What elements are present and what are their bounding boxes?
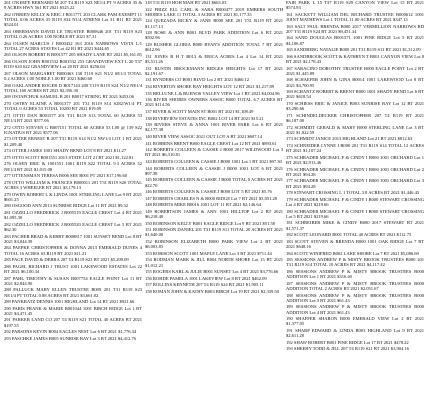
listing-entry: 269 OSTAPCHUK SAMUEL B 201 B0017 STRING RT 2021 $453.06 <box>4 94 134 100</box>
listing-entry: 150 ROBINSON KELLY B001 EAGLE RIDGE Lot 9 BT 2021 $51.58 <box>145 220 275 226</box>
listing-entry: 292 PARSONS KEVIN B004 EAGLES NEST Lot 6 BT 2021 $1,776.34 <box>4 329 137 335</box>
listing-entry: 273 OTTER ERNEST R 207 T31 R119 S14 N1/2 NW1/4 LOT 1 BT 2021 $1,209.40 <box>4 136 142 147</box>
listing-entry: 138 RIVERVIEW ESTATES INC B002 LOT 14 BT 2021 $15.21 <box>145 115 264 121</box>
listing-entry: 156 ROHDE PAMELA 1001 LAKEVIEW Lot 8 BT 2021 $462.09 <box>145 275 267 281</box>
listing-entry: 142 ROBERTS COLLEEN & CASSIE J B000 2017 WILDWOOD Lot 3 BT 2021 $6,310.81 <box>145 147 283 158</box>
listing-entry: 161 SACKETT WILLIAM DEL RICHARD TRUSTEE B000612 1001 JOINT MATHEWS Lot 1 TOTAL 11.00 ACRES BT 2021 $347.15 <box>286 11 424 22</box>
listing-entry: 179 SCHRADER MICHAEL F & CINDY I B000 STEWART CROSSING Lot 4 BT 2021 $219.66 <box>286 196 424 207</box>
listing-entry: 129 RUSHER GLORIA B000 RYAN'S ADDITION TOTAL 7 BT 2021 $612.96 <box>145 41 283 53</box>
listing-entry: 171 SCHINDELDECKER CHRISTOPHER 207 T4 R119 BT 2021 $6,187.00 <box>286 112 424 123</box>
listing-entry: 270 OSTRY ELAINE A B001377 201 T31 R119 S14 S282/W1/4 PT TOTAL 0 ACRES 53 TOTAL 10200 BT 2021 $19.09 <box>4 100 142 112</box>
listing-entry: 190 SHAFFER SHARON B000 EMERALD VIEW Lot 2 BT 2021 $1,377.05 <box>286 316 424 327</box>
listing-entry: 181 SCHREIBER MIKE & CINDY B000 2017 STEWART BT 2021 $1,571.37 <box>286 220 424 231</box>
listing-entry: 182 SCOTT LEONARD B001 TOTAL 40 ACRES BT 2021 $112.75 <box>286 232 412 238</box>
listing-entry: 167 SARACINO DOROTHY TRUSTEE B000 EAGLE POINT Lot 2 BT 2021 $1,445.89 <box>286 65 424 76</box>
listing-entry: 134 RIVERTON SHORE BAY HEIGHTS LOT 12 BT 2021 $1,217.89 <box>145 83 275 89</box>
listing-entry: 275 OTTO SCOTT B001551 2013 STATE LOT 21 BT 2021 $1,122.81 <box>4 154 134 160</box>
column-1 <box>4 0 142 400</box>
listing-entry: 285 PAGE DAVID & DEBRA 207 T4 R119 S23 BT 2021 $5,209.09 <box>4 257 129 263</box>
listing-entry: 163 SALT PAUL BRENDA B000 2017 VERMILLION NARROWS RD 207 T31 R119 S24 BT 2021 $9,451.34 <box>286 23 424 34</box>
listing-entry: 164 SAND DOUGLAS B001571 1001 PINE RIDGE Lot 5 BT 2021 $4,106.87 <box>286 35 424 46</box>
listing-entry: 186 SESSIONS ANDREW P & MISTY BROOK TRUSTEES B000 ADDITION Lot 1 BT 2021 $316.40 <box>286 268 424 280</box>
listing-entry: 151 ROBINSON DANIEL 201 T31 R119 S11 TOTAL 20 ACRES BT 2021 $1,640.00 <box>145 227 283 238</box>
listing-entry: 157 ROLLINS KENNETH 207 T4 R119 S24 BT 2021 $1,905.11 <box>145 282 264 288</box>
listing-entry: 149 ROBERTSON JAMES & ANN 1001 HILLTOP Lot 2 BT 2021 $6,218.40 <box>145 208 283 220</box>
listing-entry: 187 SESSIONS ANDREW P & MISTY BROOK TRUSTEES B000 ADDITION TOTAL 2 ACRES BT 2021 $2,051.67 <box>286 280 424 291</box>
listing-entry: 176 SCHRADER MICHAEL F & CINDY I B000 1001 ORCHARD Lot 2 BT 2021 $94.28 <box>286 166 424 177</box>
listing-entry: 283 PACHER BRAD & KERRY B008817 1001 SUNSET BEND Lot 8 BT 2021 $3,044.39 <box>4 233 142 244</box>
listing-entry: 178 STEWART CROSSING L 1 TOTAL 3.8 ACRES BT 2021 $1,446.43 <box>286 190 420 196</box>
listing-entry: 265 OLSON ROBERT B B001577 205 SHADY LANE BT 2021 $5,161.85 <box>4 52 142 58</box>
listing-entry: 131 RUSTIN BROCKMANN RIDGES HEIGHTS Lot 17 BT 2021 $2,191.67 <box>145 65 283 76</box>
listing-entry: 136 RIVER SHORES OWNERS ASSOC B000 TOTAL 6.7 ACRES BT 2021 $114.56 <box>145 97 283 108</box>
listing-entry: 185 SESSIONS ANDREW P & MISTY BROOK TRUSTEES B000 201 T31 R119 S14 TOTAL 10 ACRES BT 2021 $4,117.42 <box>286 257 424 268</box>
listing-entry: 148 ROBERTS MIKE B0016 1001 LOT 11 BT 2021 $2,146.64 <box>145 202 261 208</box>
listing-entry: 174 SCHNEIDER LYNNE I B000 201 T31 R119 S14 TOTAL 12 ACRES BT 2021 $1,107.24 <box>286 142 424 154</box>
listing-entry: 288 PALLUCK MARY ELLEN TRUSTEE B009 201 T31 R119 S23 NE1/4 PT TOTAL 0.88 ACRES BT 2021 $3,661.02 <box>4 287 142 298</box>
listing-entry: 276 OLSEN ERIC & 1001551 1001 R119 S22 TOTAL 9.3 ACRES 52 NE1/4 BT 2021 $1,015.08 <box>4 161 142 172</box>
listing-entry: 290 PARIS FRANK & MARIE B001044 1001 BIRCH RIDGE Lot 1 BT 2021 $4,471.45 <box>4 305 142 316</box>
listing-entry: 118 T31 R119 HOH MAH BT 2021 $663.03 <box>145 0 227 5</box>
listing-entry: 147 ROBERTS CHARLES N & B000 RIDGE Lot 7 BT 2021 $3,051.28 <box>145 195 278 201</box>
listing-entry: 193 SHEEHY TODD & JILL 207 T4 R119 S21 BT 2021 $3,904.16 <box>286 346 409 352</box>
listing-entry: 264 OLSEN MARCUS J B000432 163 2016 NARROWS VISTA L/1 TOTAL 27 ACRES STAVES Lot 42 B1 BT 2021 $444.65 <box>4 40 142 51</box>
listing-entry: 291 PARKER LAND CO 207 T4 R119 S21 TOTAL 40 ACRES BT 2021 $197.55 <box>4 317 142 328</box>
listing-entry: 139 RIVERS STEVE & ANNA 1001 RIVER PARK Lot 6 BT 2021 $2,177.38 <box>145 122 283 133</box>
listing-entry: 175 SCHRADER MICHAEL F & CINDY I B000 1001 ORCHARD Lot 1 BT 2021 $2,913.46 <box>286 154 424 165</box>
listing-entry: 141 ROBBINS BRENT B000 EAGLE CREST Lot 12 BT 2021 $893.61 <box>145 140 277 146</box>
listing-entry: 124 QUEZADA RICKY & JANE B000 SEE 201 T31 R119 BT 2021 $1,117.13 <box>145 18 283 29</box>
listing-entry: 165 SANDBERG NATALIE B000 201 T31 R119 S11 BT 2021 $1,312.09 <box>286 47 421 53</box>
listing-entry: 279 OWEN ROBERT L & LINDA 1001 STERLING LANE Lot 9 BT 2021 $601.25 <box>4 191 142 202</box>
listing-entry: 286 PAGEL RICHARD J TRUST 1001 LAKEWOOD ESTATES Lot 22 BT 2021 $6,100.34 <box>4 263 142 274</box>
listing-entry: 153 ROBISON SCOTT 1001 MAPLE LANE Lot 3 BT 2021 $711.44 <box>145 250 272 256</box>
listing-entry: 183 SCOTT STEVEN & BRENDA B000 1001 OAK RIDGE Lot 7 BT 2021 $648.16 <box>286 238 424 249</box>
listing-entry: 293 PASCHKE JAMES B005 SUNRISE BAY Lot 3 BT 2021 $4,412.76 <box>4 335 136 341</box>
listing-entry: 192 SHAW ROBERT B001 PINE RIDGE Lot 17 BT 2021 $478.22 <box>286 339 409 345</box>
listing-entry: 274 OTTER JAMES 1001 SHADY BEND LOT 8 BT 2021 $11.27 <box>4 148 127 154</box>
listing-entry: FAIR PARK L 15 T37 R119 S29 CANYON VIEW Lot 15 BT 2021 $574.93 <box>286 0 424 11</box>
listing-entry: 131 RYNDERS CO B001 BLVD Lot 2 BT 2021 $460.12 <box>145 77 250 83</box>
listing-entry: 152 ROBINSON ELIZABETH B000 PARK VIEW Lot 2 BT 2021 $6,003.85 <box>145 239 283 250</box>
listing-entry: 137 RIVER & SCOTT MAIN ST B001 BT 2021 $1,108.49 <box>145 108 254 114</box>
listing-entry: 271 OTTO DAN B001577 201 T31 R119 S13 TOTAL 60 ACRES 53 NE1/4 BT 2021 $577.06 <box>4 112 142 123</box>
listing-entry: 184 SCOTT WINIFRED B002 LAKE SHORE Lot 7 BT 2021 $5,086.69 <box>286 250 419 256</box>
listing-entry: 146 ROBERTS COLLEEN & CASSIE J B000 LOT 5 BT 2021 $5.76 <box>145 189 272 195</box>
listing-entry: 168 SCHAEFER JOHN & GINA B0014 1001 LAKEWOOD Lot 8 BT 2021 $4,700.95 <box>286 77 424 88</box>
listing-entry: 169 SCHANTZ ROBERT & BRENT B000 1001 SHADY BEND Lot 6 BT 2021 $618.54 <box>286 89 424 100</box>
listing-entry: 263 OBERMANN DAVID LE TRUSTEE B000646 201 T31 R119 S23 TOTAL 0.26 ACRES 1.00 NOBLE BT 2021 $7.31 <box>4 28 142 39</box>
listing-entry: 281 OZZELLO FREDERICK J B005519 EAGLE CREST Lot 4 BT 2021 $1,095.30 <box>4 209 142 221</box>
listing-entry: 144 ROBERTS COLLEEN & CASSIE J B000 1001 LOT 6 BT 2021 $97.38 <box>145 165 283 176</box>
listing-entry: 154 RODMAN MARK & JILL B004 NORTH SHORE Lot 15 BT 2021 $1,012.21 <box>145 257 283 268</box>
listing-entry: 280 OSGOOD ANN 2013 SUNRISE RIDGE Lot 11 BT 2021 $9.32 <box>4 203 129 209</box>
listing-entry: 172 SCHMIDT GERALD & MARY B000 STERLING LANE Lot 3 BT 2021 $1,822.59 <box>286 124 424 135</box>
listing-entry: 282 OZZELLO FREDERICK J B005520 EAGLE CREST Lot 5 BT 2021 $62.30 <box>4 221 142 232</box>
listing-entry: 189 SESSIONS ANDREW P & MISTY BROOK TRUSTEES B000 ADDITION Lot 4 BT 2021 $61.43 <box>286 304 424 315</box>
listing-entry: 272 OTTO STEVEN G B007151 TOTAL 60 ACRES 53 L00 @ 139 S22 IGNATIUS BT 2021 $577.06 <box>4 124 142 135</box>
listing-entry: 173 SCHMIDT JANICE 2013 HIGHLAND Lot 21 BT 2021 $812.63 <box>286 136 413 142</box>
listing-entry: 158 ROMAN JOHN & KATHY B003 BIRCH Lot 19 BT 2021 $2,339.50 <box>145 289 279 295</box>
listing-entry: 278 OTTO WILLIAM & FRANCES B000011 201 T31 R119 S20 TOTAL ACRES 3 WHEELER BT 2021 $3,179.13 <box>4 179 142 190</box>
listing-entry: 166 SANDBROOK SCOTT & KATHRYN T B001 CANYON VIEW Lot 8 BT 2021 $2,178.43 <box>286 53 424 64</box>
listing-entry: 180 SCHRADER MICHAEL F & CINDY I B000 STEWART CROSSING Lot 5 BT 2021 $219.66 <box>286 208 424 219</box>
listing-entry: 261 O'KEEFE BERNARD M 207 T4 R119 S23 NE1/4 PT 9 ACRES 35 & 9 ACRES HWY 561 BT 2021 $525.22 <box>4 0 142 11</box>
listing-entry: 131 JONES B H T B013 & ERICA ACRES Lot 4 Lot 14 BT 2021 $3,511.26 <box>145 53 283 64</box>
column-3 <box>286 0 424 400</box>
listing-entry: 155 ROGERS KARL & JULIE B001 SUNSET Lot 4 BT 2021 $3,776.66 <box>145 269 279 275</box>
listing-entry: 135 BELLUNE L & BUENOS VALLEY VIEW Lot 1 BT 2021 $4,004.96 <box>145 90 280 96</box>
listing-entry: 143 ROBERTS COLLEEN & CASSIE J B000 1001 Lot 1 BT 2021 $97.30 <box>145 158 282 164</box>
listing-entry: 266 OLSON JOHN B001532 B001532 253 GRANDVIEW EXT L 20 T37 R119 S20 622 GRANDVIEW Lot 20 BT 2021 $256.04 <box>4 58 142 70</box>
listing-entry: 145 ROBERTS COLLEEN & CASSIE J B000 TOTAL 0 ACRES BT 2021 $22.70 <box>145 177 283 188</box>
listing-entry: 289 PANKRATZ DENNIS 1001 HIGHLAND Lot 14 BT 2021 $921.66 <box>4 299 135 305</box>
listing-entry: 287 PAHL TIMOTHY & SUSAN B007754 EAGLE POINT Lot 11 BT 2021 $2,844.90 <box>4 275 142 286</box>
listing-entry: 277 OTTENSMAN TERESA B006 SEE B001 PT 2021 $17,196.60 <box>4 173 128 179</box>
listing-entry: 140 RIVER VIEW ASSOC 2021 OUT LOT A BT 2021 $607.14 <box>145 133 263 139</box>
listing-entry: 268 OAKLANDER ROGER D B017143 200 T119 R119 S24 N1/2 NE1/4 TOTAL 160 ACRES BT 2021 $2,356.30 <box>4 82 142 93</box>
listing-entry: 267 OLSON MARGARET B000463 138 T119 S21 N1/2 SE1/4 TOTAL 0.2 ACRES 1.00 NOBLE 1.00 RT 2021 $460.60 <box>4 70 142 81</box>
listing-entry: 191 SHARP EDWARD & LINDA B003 HIGHLAND Lot 9 BT 2021 $2,611.28 <box>286 327 424 339</box>
listing-entry: 284 PAEPKE CHRISTOPHER & DONNA 2013 EMERALD DUNES 4 TOTAL 16 ACRES S3 R119 BT 2021 $11.21 <box>4 245 142 256</box>
column-2 <box>145 0 283 400</box>
listing-entry: 177 SCHRADER MICHAEL F & CINDY I B000 1001 ORCHARD Lot 3 BT 2021 $94.28 <box>286 178 424 189</box>
listing-entry: 262 O'BRIEN KELLY & ERIC J B011771 203 CLARK FAM EXEMPT 11 TOTAL 0.06 ACRES 35 R119 S34 N1/4 ATHENS Lot 31 B11 BT 2021 $524.01 <box>4 11 142 28</box>
listing-entry: 188 SESSIONS ANDREW P & MISTY BROOK TRUSTEES B000 ADDITION Lot 3 BT 2021 $61.43 <box>286 292 424 303</box>
listing-entry: 170 SCHIESS ERIC & JANICE B003 SUNRISE BAY Lot 12 BT 2021 $3,290.66 <box>286 100 424 112</box>
listing-entry: 122 FRIZZ ELL CARL & SARA B000477 2019 EMBERS SOUTH SHORES LAKE 11 TOTAL 3 ACRES BT 2021 $1,177.35 <box>145 6 283 17</box>
listing-entry: 128 ROSE & ANN B001 BLVD PARK ADDITION Lot 6 BT 2021 $502.96 <box>145 30 283 41</box>
